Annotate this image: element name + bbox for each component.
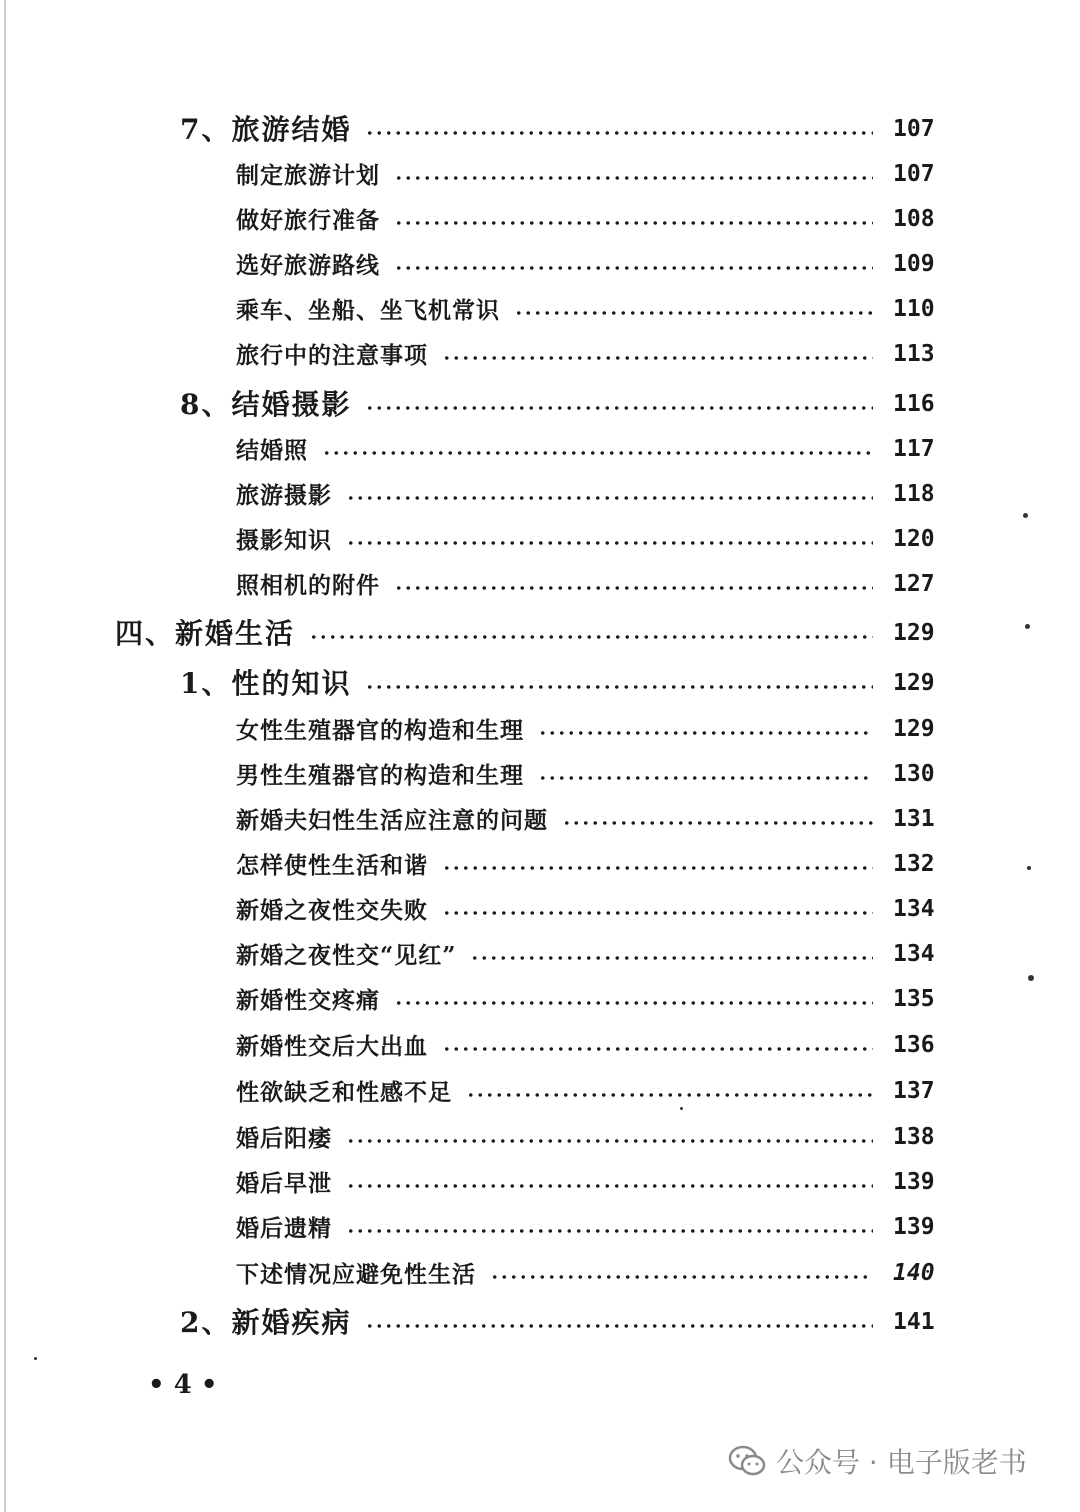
toc-entry-page: 129 — [893, 620, 935, 646]
toc-entry — [180, 383, 883, 423]
toc-entry-title: 选好旅游路线 — [236, 251, 380, 279]
toc-entry-title: 怎样使性生活和谐 — [236, 851, 428, 879]
toc-dot-leader — [394, 586, 873, 590]
toc-dot-leader — [562, 821, 873, 825]
toc-dot-leader — [346, 541, 873, 545]
toc-entry — [236, 428, 883, 468]
toc-dot-leader — [394, 176, 873, 180]
toc-entry — [236, 518, 883, 558]
toc-entry — [236, 198, 883, 238]
toc-dot-leader — [442, 911, 873, 915]
toc-dot-leader — [538, 776, 873, 780]
toc-entry-title: 新婚性交后大出血 — [236, 1032, 428, 1060]
toc-dot-leader — [346, 1139, 873, 1143]
toc-entry-page: 108 — [893, 206, 935, 232]
toc-entry-title: 下述情况应避免性生活 — [236, 1260, 476, 1288]
scan-speck — [1027, 866, 1031, 870]
toc-entry — [236, 978, 883, 1018]
toc-dot-leader — [346, 1229, 873, 1233]
toc-entry — [180, 108, 883, 148]
toc-entry — [236, 1161, 883, 1201]
toc-entry-page: 129 — [893, 716, 935, 742]
toc-dot-leader — [442, 1047, 873, 1051]
toc-dot-leader — [365, 1324, 873, 1328]
toc-dot-leader — [394, 221, 873, 225]
toc-entry — [236, 1206, 883, 1246]
toc-entry — [236, 753, 883, 793]
toc-entry-page: 140 — [893, 1260, 935, 1286]
toc-dot-leader — [346, 496, 873, 500]
toc-entry — [236, 708, 883, 748]
scan-speck — [1025, 624, 1030, 629]
toc-entry-title: 1、性的知识 — [180, 667, 352, 700]
toc-entry-title: 制定旅游计划 — [236, 161, 380, 189]
toc-entry — [236, 843, 883, 883]
toc-entry-page: 134 — [893, 941, 935, 967]
footer-dot-right: • — [200, 1370, 218, 1400]
toc-entry-page: 107 — [893, 116, 935, 142]
toc-entry-title: 四、新婚生活 — [115, 617, 296, 650]
toc-entry-page: 129 — [893, 670, 935, 696]
toc-entry — [236, 1252, 883, 1292]
toc-entry-page: 137 — [893, 1078, 935, 1104]
toc-dot-leader — [442, 866, 873, 870]
toc-entry — [236, 1116, 883, 1156]
toc-entry — [236, 243, 883, 283]
toc-entry-page: 139 — [893, 1169, 935, 1195]
toc-entry — [236, 1024, 883, 1064]
scan-edge — [4, 0, 6, 1512]
toc-entry-page: 107 — [893, 161, 935, 187]
scan-speck — [1023, 513, 1028, 518]
toc-entry — [236, 888, 883, 928]
toc-entry-page: 134 — [893, 896, 935, 922]
toc-entry-page: 131 — [893, 806, 935, 832]
toc-entry-page: 138 — [893, 1124, 935, 1150]
toc-dot-leader — [365, 131, 873, 135]
toc-dot-leader — [490, 1275, 873, 1279]
toc-dot-leader — [346, 1184, 873, 1188]
toc-entry-title: 摄影知识 — [236, 526, 332, 554]
toc-entry-page: 130 — [893, 761, 935, 787]
toc-entry-title: 照相机的附件 — [236, 571, 380, 599]
toc-entry-title: 8、结婚摄影 — [180, 388, 352, 421]
toc-entry-page: 117 — [893, 436, 935, 462]
toc-entry-page: 139 — [893, 1214, 935, 1240]
toc-entry-title: 乘车、坐船、坐飞机常识 — [236, 296, 500, 324]
toc-entry-page: 136 — [893, 1032, 935, 1058]
toc-entry-page: 116 — [893, 391, 935, 417]
toc-entry-page: 110 — [893, 296, 935, 322]
toc-entry-title: 婚后遗精 — [236, 1214, 332, 1242]
toc-dot-leader — [470, 956, 873, 960]
toc-dot-leader — [466, 1093, 873, 1097]
scan-speck — [34, 1357, 37, 1360]
toc-entry-title: 女性生殖器官的构造和生理 — [236, 716, 524, 744]
toc-entry-title: 结婚照 — [236, 436, 308, 464]
toc-entry-title: 新婚之夜性交失败 — [236, 896, 428, 924]
toc-entry — [236, 933, 883, 973]
toc-entry-title: 2、新婚疾病 — [180, 1306, 352, 1339]
watermark-text: 公众号 · 电子版老书 — [776, 1446, 1027, 1479]
toc-entry-page: 118 — [893, 481, 935, 507]
toc-entry — [115, 612, 883, 652]
toc-entry — [180, 1301, 883, 1341]
toc-entry — [236, 333, 883, 373]
toc-entry-title: 旅行中的注意事项 — [236, 341, 428, 369]
toc-entry-page: 120 — [893, 526, 935, 552]
toc-entry-title: 新婚之夜性交“见红” — [236, 941, 457, 969]
toc-dot-leader — [365, 406, 873, 410]
toc-entry-title: 新婚夫妇性生活应注意的问题 — [236, 806, 548, 834]
toc-entry — [236, 473, 883, 513]
toc-dot-leader — [322, 451, 873, 455]
toc-entry-page: 127 — [893, 571, 935, 597]
toc-entry-page: 113 — [893, 341, 935, 367]
footer-page-number-text: 4 — [173, 1370, 192, 1400]
watermark — [728, 1441, 1027, 1481]
toc-dot-leader — [309, 635, 873, 639]
toc-entry — [236, 1070, 883, 1110]
footer-dot-left: • — [148, 1370, 165, 1400]
toc-dot-leader — [365, 685, 873, 689]
scan-speck — [680, 1107, 683, 1110]
toc-entry-title: 7、旅游结婚 — [180, 113, 352, 146]
scan-speck — [1028, 975, 1034, 981]
toc-entry — [180, 662, 883, 702]
toc-entry-title: 性欲缺乏和性感不足 — [236, 1078, 452, 1106]
toc-dot-leader — [394, 1001, 873, 1005]
toc-entry-page: 135 — [893, 986, 935, 1012]
toc-entry — [236, 798, 883, 838]
toc-dot-leader — [442, 356, 873, 360]
toc-dot-leader — [514, 311, 873, 315]
toc-entry — [236, 288, 883, 328]
toc-entry-title: 做好旅行准备 — [236, 206, 380, 234]
toc-entry-title: 婚后早泄 — [236, 1169, 332, 1197]
toc-entry-title: 新婚性交疼痛 — [236, 986, 380, 1014]
toc-dot-leader — [394, 266, 873, 270]
footer-page-number — [148, 1370, 217, 1400]
toc-entry-page: 109 — [893, 251, 935, 277]
toc-entry-page: 141 — [893, 1309, 935, 1335]
chat-bubbles-icon — [728, 1445, 766, 1477]
toc-entry — [236, 153, 883, 193]
toc-entry — [236, 563, 883, 603]
toc-entry-title: 旅游摄影 — [236, 481, 332, 509]
toc-entry-page: 132 — [893, 851, 935, 877]
toc-dot-leader — [538, 731, 873, 735]
toc-entry-title: 男性生殖器官的构造和生理 — [236, 761, 524, 789]
toc-entry-title: 婚后阳痿 — [236, 1124, 332, 1152]
